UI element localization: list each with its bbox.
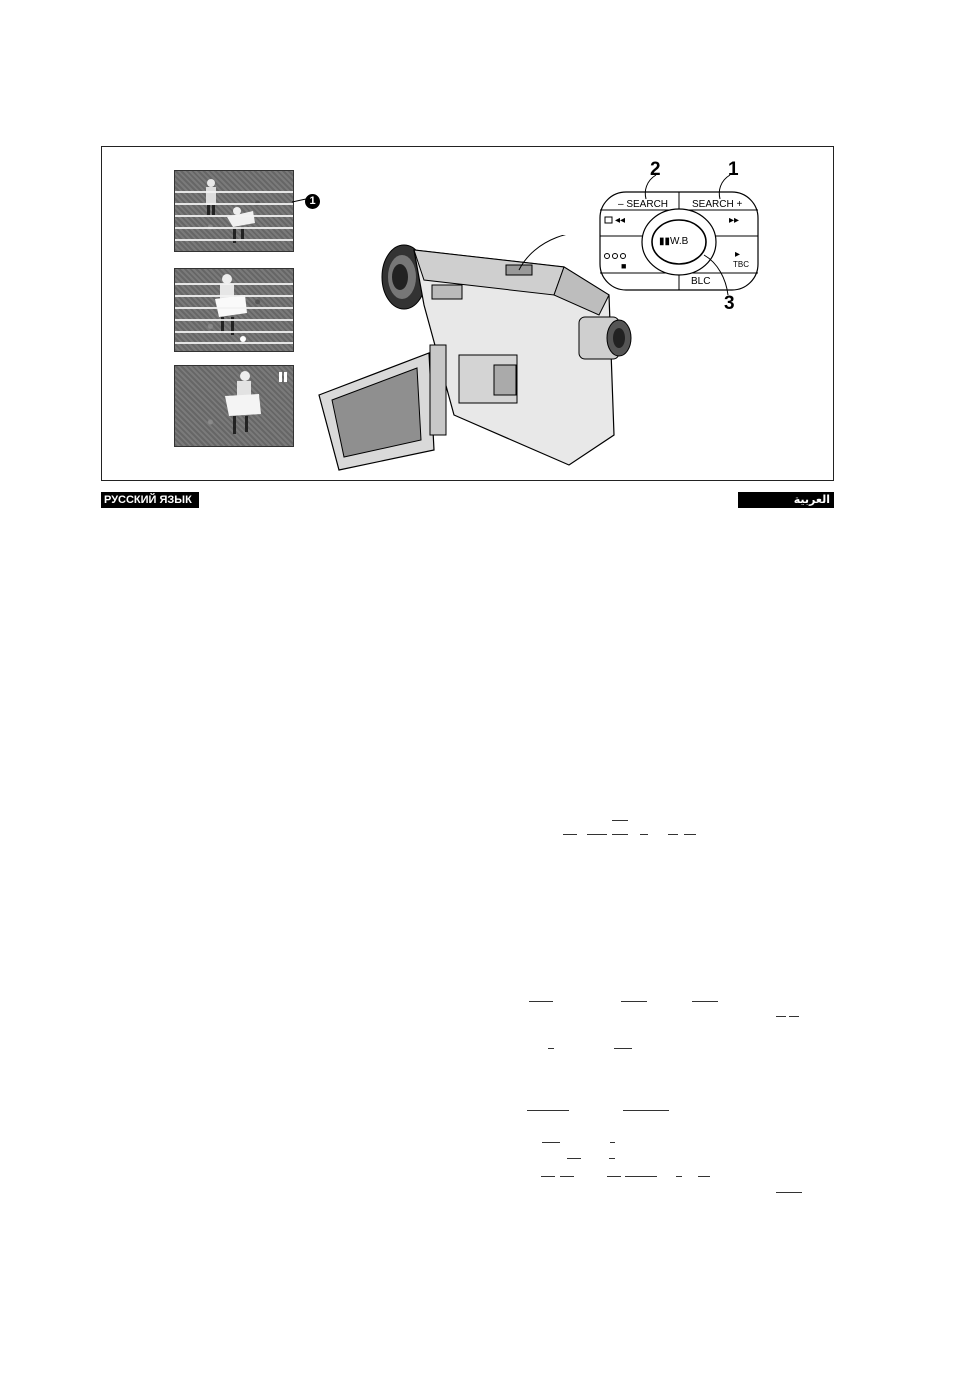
fast-forward-icon: ▸▸ (729, 215, 740, 226)
search-minus-label: – SEARCH (618, 199, 669, 210)
callout-number-1: 1 (728, 159, 739, 180)
callout-leaders (632, 167, 752, 327)
players-illustration (175, 366, 293, 446)
rewind-icon: ◂◂ (615, 215, 626, 226)
stop-icon: ■ (621, 261, 627, 271)
playback-thumbnail-noise (174, 170, 294, 252)
blc-label: BLC (691, 276, 711, 287)
pause-wb-button-label: ▮▮W.B (659, 236, 689, 247)
playback-thumbnail-clear (174, 365, 294, 447)
figure-frame (101, 146, 834, 481)
callout-number-2: 2 (650, 159, 661, 180)
callout-number-3: 3 (724, 293, 735, 314)
language-tag-arabic: العربية (738, 492, 834, 508)
camcorder-illustration (314, 235, 644, 471)
playback-thumbnail-noise-strong (174, 268, 294, 352)
search-plus-label: SEARCH + (692, 199, 743, 210)
play-icon: ▸ (735, 249, 741, 260)
tbc-label: TBC (733, 260, 749, 269)
language-tag-russian: РУССКИЙ ЯЗЫК (101, 492, 199, 508)
callout-marker-1: 1 (305, 194, 320, 209)
players-illustration (175, 269, 293, 351)
